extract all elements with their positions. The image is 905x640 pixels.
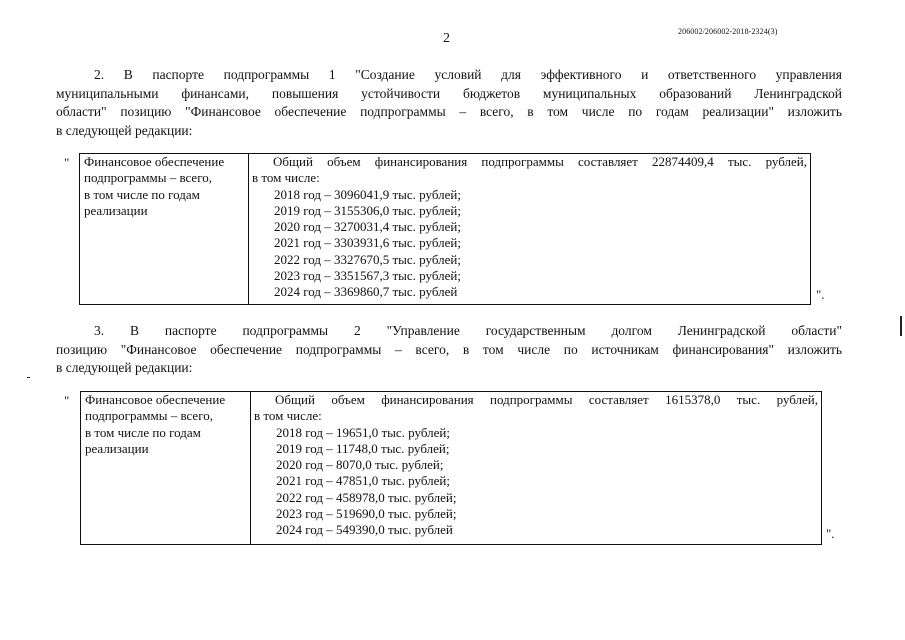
closing-quote: ". <box>816 287 825 302</box>
financing-label-cell <box>81 392 251 545</box>
financing-year-row: 2018 год – 19651,0 тыс. рублей; <box>276 424 450 440</box>
financing-year-row: 2023 год – 519690,0 тыс. рублей; <box>276 506 457 522</box>
financing-total: Общий объем финансирования подпрограммы составляет 22874409,4 тыс. рублей, <box>273 154 807 169</box>
label-line: реализации <box>84 202 148 218</box>
financing-year-row: 2024 год – 3369860,7 тыс. рублей <box>274 284 458 300</box>
closing-quote: ". <box>826 526 835 541</box>
financing-total-cont: в том числе: <box>254 408 322 424</box>
document-id: 206002/206002-2018-2324(3) <box>678 27 778 36</box>
financing-year-row: 2020 год – 3270031,4 тыс. рублей; <box>274 219 461 235</box>
section-2-financing-table <box>79 153 811 305</box>
page-number: 2 <box>443 31 450 46</box>
opening-quote: " <box>64 393 70 408</box>
paragraph-line: 3. В паспорте подпрограммы 2 "Управление государственным долгом Ленинградской области" <box>94 323 842 338</box>
financing-year-row: 2019 год – 3155306,0 тыс. рублей; <box>274 202 461 218</box>
section-2-paragraph <box>56 66 842 140</box>
label-line: Финансовое обеспечение <box>84 154 225 169</box>
financing-year-row: 2018 год – 3096041,9 тыс. рублей; <box>274 186 461 202</box>
financing-year-row: 2021 год – 47851,0 тыс. рублей; <box>276 473 450 489</box>
financing-year-row: 2021 год – 3303931,6 тыс. рублей; <box>274 235 461 251</box>
financing-year-row: 2022 год – 458978,0 тыс. рублей; <box>276 489 457 505</box>
paragraph-line: области" позицию "Финансовое обеспечение подпрограммы – всего, в том числе по годам реализации" изложить <box>56 104 842 119</box>
financing-year-row: 2023 год – 3351567,3 тыс. рублей; <box>274 268 461 284</box>
scan-edge-mark <box>900 316 902 336</box>
label-line: в том числе по годам <box>84 186 200 202</box>
paragraph-line: муниципальными финансами, повышения устойчивости бюджетов муниципальных образований Ленинградской <box>56 85 842 101</box>
financing-total: Общий объем финансирования подпрограммы составляет 1615378,0 тыс. рублей, <box>275 392 818 407</box>
financing-content-cell <box>249 154 811 305</box>
paragraph-line: в следующей редакции: <box>56 360 193 375</box>
financing-year-row: 2020 год – 8070,0 тыс. рублей; <box>276 457 444 473</box>
financing-total-cont: в том числе: <box>252 170 320 186</box>
paragraph-line: 2. В паспорте подпрограммы 1 "Создание условий для эффективного и ответственного управления <box>94 67 842 82</box>
paragraph-line: в следующей редакции: <box>56 122 193 138</box>
section-3-paragraph <box>56 322 842 378</box>
label-line: Финансовое обеспечение <box>85 392 226 407</box>
label-line: в том числе по годам <box>85 424 201 440</box>
financing-year-row: 2022 год – 3327670,5 тыс. рублей; <box>274 251 461 267</box>
label-line: подпрограммы – всего, <box>85 408 213 424</box>
financing-label-cell <box>80 154 249 305</box>
financing-year-row: 2024 год – 549390,0 тыс. рублей <box>276 522 453 538</box>
paragraph-line: позицию "Финансовое обеспечение подпрограммы – всего, в том числе по источникам финансирования" изложить <box>56 341 842 357</box>
section-3-financing-table <box>80 391 822 545</box>
financing-year-row: 2019 год – 11748,0 тыс. рублей; <box>276 440 450 456</box>
scan-speck <box>27 377 30 378</box>
label-line: реализации <box>85 440 149 456</box>
label-line: подпрограммы – всего, <box>84 170 212 186</box>
financing-content-cell <box>251 392 822 545</box>
opening-quote: " <box>64 155 70 170</box>
